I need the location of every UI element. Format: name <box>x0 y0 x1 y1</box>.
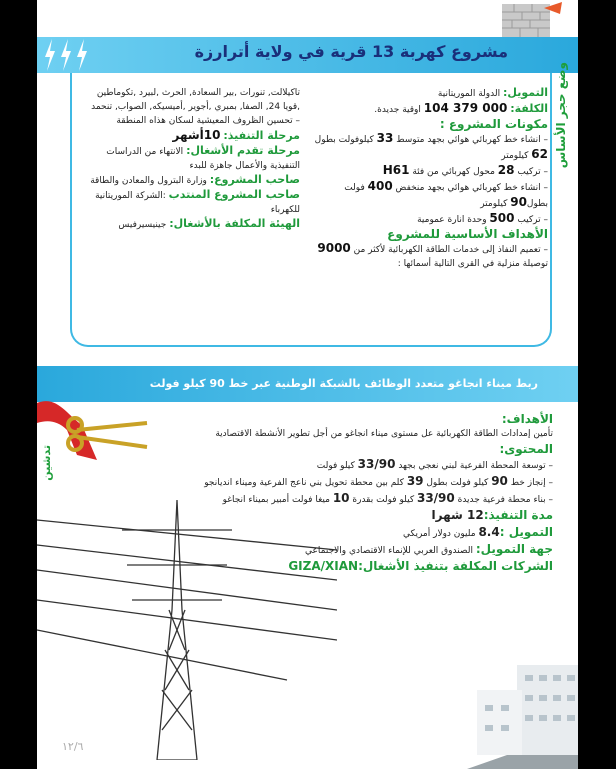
page-number: ١٢/٦ <box>62 740 84 753</box>
s2-content-pre: – بناء محطة فرعية جديدة <box>454 495 553 505</box>
component-post: كيلوفولت بطول <box>314 135 377 145</box>
s2-financing-unit: مليون دولار أمريكي <box>402 529 476 539</box>
s2-content-num: 33/90 <box>416 491 455 505</box>
goals-text: – تعميم النفاذ إلى خدمات الطاقة الكهربائية لأكثر من <box>350 245 548 255</box>
component-num2: 90 <box>510 195 527 209</box>
s2-content-post: كيلو فولت <box>316 461 358 471</box>
living-conditions: – تحسين الظروف المعيشية لسكان هذاه المنطقة <box>116 116 300 126</box>
s2-content-num: 90 <box>491 474 508 488</box>
component-num: 500 <box>489 211 515 225</box>
delegate-value: :الشركة الموريتانية للكهرباء <box>95 191 300 215</box>
exec-label: مرحلة التنفيذ: <box>223 129 300 142</box>
s2-content-post: كيلو فولت بقدرة <box>349 495 417 505</box>
component-post2: كيلومتر <box>501 151 532 161</box>
s2-content-post: كيلو فولت بطول <box>423 478 492 488</box>
s2-content-post2: ميغا فولت أمبير بميناء انجاغو <box>222 495 333 505</box>
document-page <box>37 0 578 769</box>
s2-financing-number: 8.4 <box>478 525 500 539</box>
contractor-label: الهيئة المكلفة بالأشغال: <box>169 217 300 230</box>
section2-content <box>173 412 553 576</box>
ribbon-scissors-illustration <box>37 385 157 465</box>
component-num: 28 <box>497 163 515 177</box>
section2-side-label: تدشين <box>40 445 53 481</box>
component-item <box>310 211 548 227</box>
lightning-icon <box>43 37 57 73</box>
component-pre: – انشاء خط كهربائي هوائي بجهد منخفض <box>392 183 548 193</box>
component-post: محول كهربائي من فئة <box>409 167 498 177</box>
s2-goals-text: تأمين إمدادات الطاقة الكهربائية عل مستوى ميناء انجاغو من أجل تطوير الأنشطة الاقتصادية <box>215 429 553 439</box>
component-post2: كيلومتر <box>480 199 511 209</box>
s2-companies-value: GIZA/XIAN <box>288 559 359 573</box>
section1-side-label: وضع حجر الأساس <box>554 62 568 169</box>
s2-content-pre: – إنجاز خط <box>507 478 553 488</box>
s2-content-post2: كلم بين محطة تحويل بني ناعج الفرعية وميناء انديانجو <box>204 478 407 488</box>
component-item <box>310 163 548 179</box>
s2-financing-label: التمويل : <box>499 525 553 539</box>
villages-list: تاكيلالت, تنورات ,بير السعادة, الحرث ,لبيرد ,تكوماطين ,قويا 24, الصفا, بمبري ,أجوير ,أميسيكه, الصواب, تنحمد <box>91 88 300 112</box>
financing-value: الدولة الموريتانية <box>437 89 501 99</box>
cost-number: 000 379 104 <box>423 101 508 115</box>
section2-title: ربط ميناء انجاغو متعدد الوظائف بالشبكة الوطنية عبر خط 90 كيلو فولت <box>149 377 538 390</box>
s2-content-pre: – توسعة المحطة الفرعية لبني نعجي بجهد <box>395 461 553 471</box>
components-heading: مكونات المشروع : <box>439 117 548 131</box>
section1-right-column <box>310 86 548 271</box>
s2-content-heading: المحتوى: <box>499 442 553 456</box>
component-item <box>310 131 548 163</box>
s2-exec-value: 12 شهرا <box>431 508 484 522</box>
cost-unit: اوقية جديدة. <box>374 105 421 115</box>
financing-label: التمويل: <box>502 86 548 99</box>
section1-title: مشروع كهربة 13 قرية في ولاية أترارزة <box>194 42 508 61</box>
s2-content-num2: 39 <box>406 474 424 488</box>
component-post: فولت بطول <box>344 183 548 209</box>
s2-funder-label: جهة التمويل: <box>475 542 553 556</box>
components-list <box>310 131 548 227</box>
component-post: وحدة انارة عمومية <box>417 215 490 225</box>
lightning-icon <box>59 37 73 73</box>
s2-exec-label: مدة التنفيذ: <box>483 508 553 522</box>
contractor-value: جينيسيرفيس <box>118 220 167 230</box>
component-pre: – انشاء خط كهربائي هوائي بجهد متوسط <box>393 135 548 145</box>
s2-companies-label: الشركات المكلفة بتنفيذ الأشغال: <box>358 559 553 573</box>
s2-content-list <box>173 457 553 508</box>
cost-label: الكلفة: <box>510 102 548 115</box>
s2-content-item <box>173 457 553 474</box>
buildings-illustration <box>467 660 578 769</box>
component-num2: 62 <box>531 147 548 161</box>
owner-value: وزارة البترول والمعادن والطاقة <box>90 176 207 186</box>
lightning-icon <box>75 37 89 73</box>
progress-value: الانتهاء من الدراسات التنفيذية والأعمال جاهزة للبدء <box>106 147 300 171</box>
component-item <box>310 179 548 211</box>
section1-banner <box>37 37 578 73</box>
s2-funder-value: الصندوق العربي للإنماء الاقتصادي والاجتماعي <box>305 546 473 556</box>
goals-number: 9000 <box>317 241 351 255</box>
brick-wall-illustration <box>502 0 564 38</box>
s2-content-item <box>173 474 553 491</box>
s2-content-num: 33/90 <box>357 457 396 471</box>
component-pre: – تركيب <box>514 215 548 225</box>
component-num: 400 <box>367 179 393 193</box>
goals-heading: الأهداف الأساسية للمشروع <box>387 227 548 241</box>
component-pre: – تركيب <box>514 167 548 177</box>
component-num: 33 <box>376 131 394 145</box>
exec-value: 10أشهر <box>172 128 221 142</box>
delegate-label: صاحب المشروع المنتدب <box>168 188 300 201</box>
s2-content-item <box>173 491 553 508</box>
s2-content-num2: 10 <box>332 491 350 505</box>
goals-text-end: توصيلة منزلية في القرى التالية أسمائها : <box>397 259 548 269</box>
owner-label: صاحب المشروع: <box>209 173 300 186</box>
section1-left-column <box>80 86 300 232</box>
component-num2: H61 <box>382 163 410 177</box>
progress-label: مرحلة تقدم الأشغال: <box>186 144 300 157</box>
s2-goals-heading: الأهداف: <box>501 412 553 426</box>
